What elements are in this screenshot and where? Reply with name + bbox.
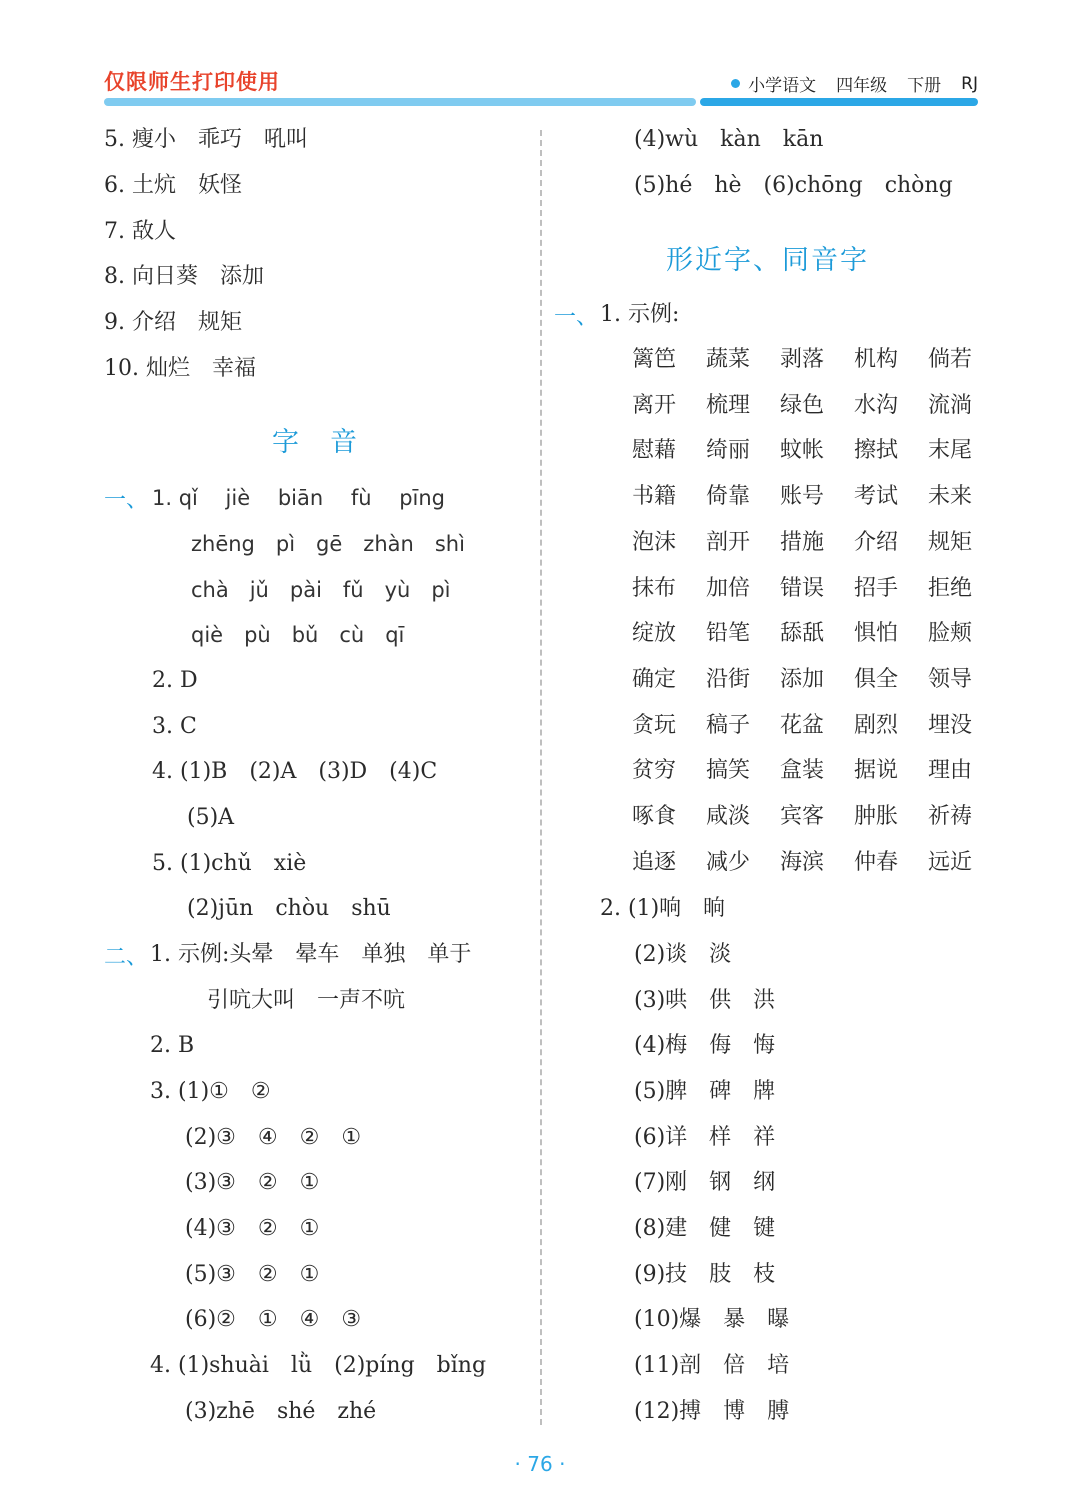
word-item: 未来	[928, 484, 973, 510]
question-mark-one: 一、	[104, 488, 149, 513]
answer-line: (2)谈 淡	[634, 942, 732, 967]
answer-line: (8)建 健 键	[634, 1216, 776, 1241]
word-item: 末尾	[928, 438, 973, 464]
word-item: 添加	[780, 666, 825, 692]
word-item: 追逐	[632, 849, 677, 875]
word-item: 招手	[854, 575, 899, 601]
answer-line: (4)梅 侮 悔	[634, 1033, 776, 1058]
answer-line: 1. 示例:	[600, 302, 680, 327]
answer-line: (5)A	[187, 805, 235, 830]
word-item: 确定	[632, 666, 677, 692]
word-item: 绿色	[780, 392, 825, 418]
word-item: 埋没	[928, 712, 973, 738]
word-item: 介绍	[854, 529, 899, 555]
word-item: 绮丽	[706, 438, 751, 464]
word-item: 理由	[928, 758, 973, 784]
answer-line: zhēng pì gē zhàn shì	[191, 532, 465, 556]
header-rule-right	[700, 98, 978, 106]
word-item: 贪玩	[632, 712, 677, 738]
word-item: 咸淡	[706, 804, 751, 829]
answer-line: 10. 灿烂 幸福	[104, 356, 256, 381]
section-title-xingjin: 形近字、同音字	[666, 245, 869, 276]
answer-line: (3)③ ② ①	[185, 1170, 320, 1195]
answer-line: 3. C	[152, 714, 197, 739]
word-item: 规矩	[928, 529, 973, 555]
word-item: 账号	[780, 484, 825, 510]
answer-line: (7)刚 钢 纲	[634, 1170, 776, 1195]
word-item: 据说	[854, 758, 899, 784]
header-grade: 四年级	[836, 76, 888, 96]
word-item: 擦拭	[854, 438, 899, 464]
answer-line: (9)技 肢 枝	[634, 1262, 776, 1287]
answer-line: 2. D	[152, 668, 198, 693]
word-item: 贫穷	[632, 758, 677, 784]
answer-line: (12)搏 博 膊	[634, 1399, 790, 1424]
word-item: 倘若	[928, 347, 973, 372]
word-item: 泡沫	[632, 529, 677, 555]
answer-line: 8. 向日葵 添加	[104, 264, 264, 289]
word-item: 宾客	[780, 804, 825, 829]
answer-line: (2)③ ④ ② ①	[185, 1125, 362, 1150]
word-item: 考试	[854, 484, 899, 510]
word-item: 倚靠	[706, 484, 751, 510]
answer-line: 9. 介绍 规矩	[104, 310, 242, 335]
word-item: 沿街	[706, 666, 751, 692]
answer-line: qiè pù bǔ cù qī	[191, 623, 405, 647]
word-item: 蔬菜	[706, 347, 751, 372]
answer-line: (3)zhē shé zhé	[185, 1399, 377, 1424]
word-item: 措施	[780, 529, 825, 555]
answer-line: (3)哄 供 洪	[634, 988, 776, 1013]
answer-line: (5)脾 碑 牌	[634, 1079, 776, 1104]
word-item: 蚊帐	[780, 438, 825, 464]
word-item: 远近	[928, 849, 973, 875]
word-item: 水沟	[854, 392, 899, 418]
answer-line: 3. (1)① ②	[150, 1079, 271, 1104]
word-item: 抹布	[632, 575, 677, 601]
answer-line: 1. 示例:头晕 晕车 单独 单于	[150, 942, 472, 967]
answer-line: 7. 敌人	[104, 219, 176, 244]
answer-line: (5)③ ② ①	[185, 1262, 320, 1287]
word-item: 海滨	[780, 849, 825, 875]
page-number: · 76 ·	[514, 1452, 566, 1476]
word-item: 离开	[632, 392, 677, 418]
word-item: 梳理	[706, 392, 751, 418]
word-item: 篱笆	[632, 347, 677, 372]
answer-line: (4)③ ② ①	[185, 1216, 320, 1241]
word-item: 拒绝	[928, 575, 973, 601]
answer-line: 引吭大叫 一声不吭	[207, 988, 406, 1013]
word-item: 书籍	[632, 484, 677, 510]
answer-line: 4. (1)shuài lǜ (2)píng bǐng	[150, 1353, 487, 1378]
word-item: 加倍	[706, 575, 751, 601]
word-item: 错误	[780, 575, 825, 601]
word-item: 盒装	[780, 758, 825, 784]
word-item: 舔舐	[780, 621, 825, 647]
word-item: 搞笑	[706, 758, 751, 784]
answer-line: 2. (1)响 晌	[600, 896, 726, 921]
answer-line: chà jǔ pài fǔ yù pì	[191, 578, 451, 602]
word-item: 仲春	[854, 849, 899, 875]
word-item: 剖开	[706, 529, 751, 555]
word-item: 俱全	[854, 666, 899, 692]
header-book-info	[731, 71, 978, 96]
word-item: 剧烈	[854, 712, 899, 738]
word-item: 花盆	[780, 712, 825, 738]
answer-line: 5. (1)chǔ xiè	[152, 851, 307, 876]
answer-line: (11)剖 倍 培	[634, 1353, 790, 1378]
word-item: 领导	[928, 666, 973, 692]
word-item: 肿胀	[854, 804, 899, 829]
answer-line: (2)jūn chòu shū	[187, 896, 391, 921]
column-divider	[540, 130, 542, 1425]
word-item: 减少	[706, 849, 751, 875]
word-item: 脸颊	[928, 621, 973, 647]
word-item: 啄食	[632, 804, 677, 829]
question-mark-one-right: 一、	[554, 305, 599, 330]
answer-line: 5. 瘦小 乖巧 吼叫	[104, 127, 308, 152]
answer-line: 1. qǐ jiè biān fù pīng	[152, 486, 446, 510]
bullet-dot-icon	[731, 79, 740, 88]
header-edition: RJ	[961, 73, 978, 94]
header-watermark-text: 仅限师生打印使用	[104, 70, 280, 94]
section-title-ziyin: 字 音	[272, 427, 359, 458]
word-item: 稿子	[706, 712, 751, 738]
answer-line: (10)爆 暴 曝	[634, 1307, 790, 1332]
header-subject: 小学语文	[748, 76, 817, 96]
header-volume: 下册	[907, 76, 942, 96]
answer-line: (6)② ① ④ ③	[185, 1307, 362, 1332]
question-mark-two: 二、	[104, 945, 149, 970]
word-item: 剥落	[780, 347, 825, 372]
word-item: 慰藉	[632, 438, 677, 464]
word-item: 绽放	[632, 621, 677, 647]
word-item: 铅笔	[706, 621, 751, 647]
answer-line: 6. 土炕 妖怪	[104, 173, 242, 198]
answer-line: 2. B	[150, 1033, 195, 1058]
word-item: 祈祷	[928, 804, 973, 829]
answer-line: (4)wù kàn kān	[634, 127, 824, 152]
word-item: 流淌	[928, 392, 973, 418]
answer-line: 4. (1)B (2)A (3)D (4)C	[152, 759, 438, 784]
word-item: 机构	[854, 347, 899, 372]
answer-line: (5)hé hè (6)chōng chòng	[634, 173, 953, 198]
word-item: 惧怕	[854, 621, 899, 647]
answer-line: (6)详 样 祥	[634, 1125, 776, 1150]
header-rule-left	[104, 98, 696, 106]
